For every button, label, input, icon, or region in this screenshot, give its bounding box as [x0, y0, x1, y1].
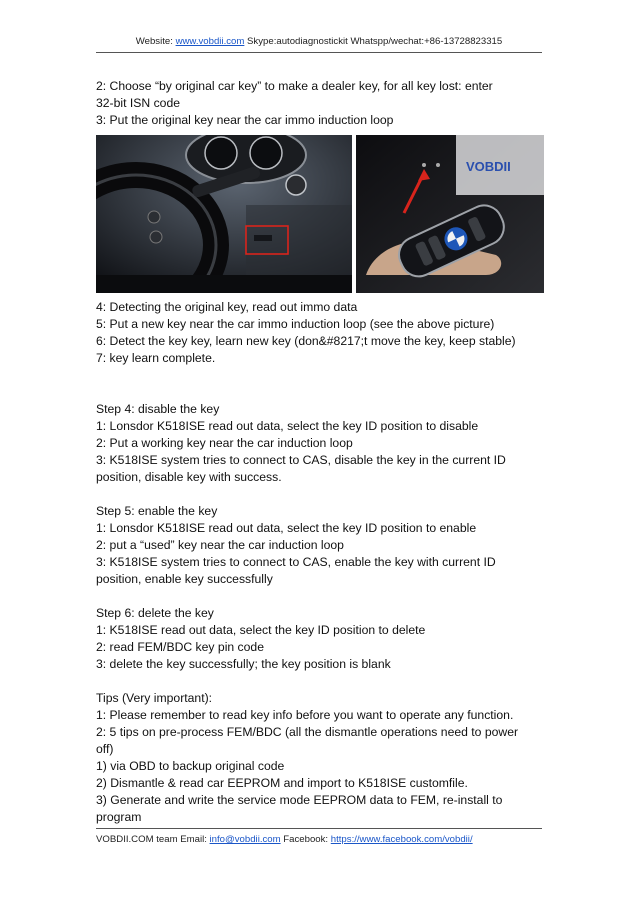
page-footer [96, 834, 473, 845]
learn-line: 4: Detecting the original key, read out immo data [96, 300, 358, 314]
page-header [0, 36, 638, 47]
step6-line: 3: delete the key successfully; the key position is blank [96, 657, 391, 671]
footer-prefix: VOBDII.COM team Email: [96, 834, 210, 845]
step6-line: 2: read FEM/BDC key pin code [96, 640, 264, 654]
step5-line: 3: K518ISE system tries to connect to CAS, enable the key with current ID [96, 555, 496, 569]
tips-line: off) [96, 742, 114, 756]
step4-line: 3: K518ISE system tries to connect to CAS, disable the key in the current ID [96, 453, 506, 467]
step4-title: Step 4: disable the key [96, 402, 220, 416]
website-label: Website: [135, 36, 176, 47]
step5-title: Step 5: enable the key [96, 504, 218, 518]
step5-line: position, enable key successfully [96, 572, 273, 586]
step4-line: 2: Put a working key near the car induction loop [96, 436, 353, 450]
tips-line: 3) Generate and write the service mode EEPROM data to FEM, re-install to [96, 793, 503, 807]
step4-line: position, disable key with success. [96, 470, 282, 484]
tips-line: 1: Please remember to read key info before you want to operate any function. [96, 708, 514, 722]
tips-line: 2: 5 tips on pre-process FEM/BDC (all the dismantle operations need to power [96, 725, 519, 739]
step4-line: 1: Lonsdor K518ISE read out data, select the key ID position to disable [96, 419, 479, 433]
tips-line: program [96, 810, 142, 824]
footer-email-link[interactable]: info@vobdii.com [209, 834, 281, 845]
footer-middle: Facebook: [280, 834, 331, 845]
header-divider [96, 52, 542, 53]
intro-line: 32-bit ISN code [96, 96, 181, 110]
footer-facebook-link[interactable]: https://www.facebook.com/vobdii/ [330, 834, 473, 845]
learn-line: 7: key learn complete. [96, 351, 216, 365]
key-photo [356, 135, 544, 293]
tips-line: 1) via OBD to backup original code [96, 759, 285, 773]
footer-divider [96, 828, 542, 829]
learn-line: 5: Put a new key near the car immo induction loop (see the above picture) [96, 317, 495, 331]
photo-strip [96, 135, 544, 293]
tips-line: 2) Dismantle & read car EEPROM and import to K518ISE customfile. [96, 776, 468, 790]
intro-line: 3: Put the original key near the car immo induction loop [96, 113, 394, 127]
intro-line: 2: Choose “by original car key” to make a dealer key, for all key lost: enter [96, 79, 493, 93]
car-dashboard-photo [96, 135, 352, 293]
step5-line: 1: Lonsdor K518ISE read out data, select the key ID position to enable [96, 521, 477, 535]
watermark-text: VOBDII [466, 159, 511, 174]
document-body [96, 78, 546, 826]
website-link[interactable]: www.vobdii.com [175, 36, 245, 47]
tips-title: Tips (Very important): [96, 691, 213, 705]
step6-line: 1: K518ISE read out data, select the key ID position to delete [96, 623, 426, 637]
step5-line: 2: put a “used” key near the car induction loop [96, 538, 344, 552]
learn-line: 6: Detect the key key, learn new key (don&#8217;t move the key, keep stable) [96, 334, 516, 348]
header-contacts: Skype:autodiagnostickit Whatspp/wechat:+86-13728823315 [244, 36, 503, 47]
step6-title: Step 6: delete the key [96, 606, 214, 620]
